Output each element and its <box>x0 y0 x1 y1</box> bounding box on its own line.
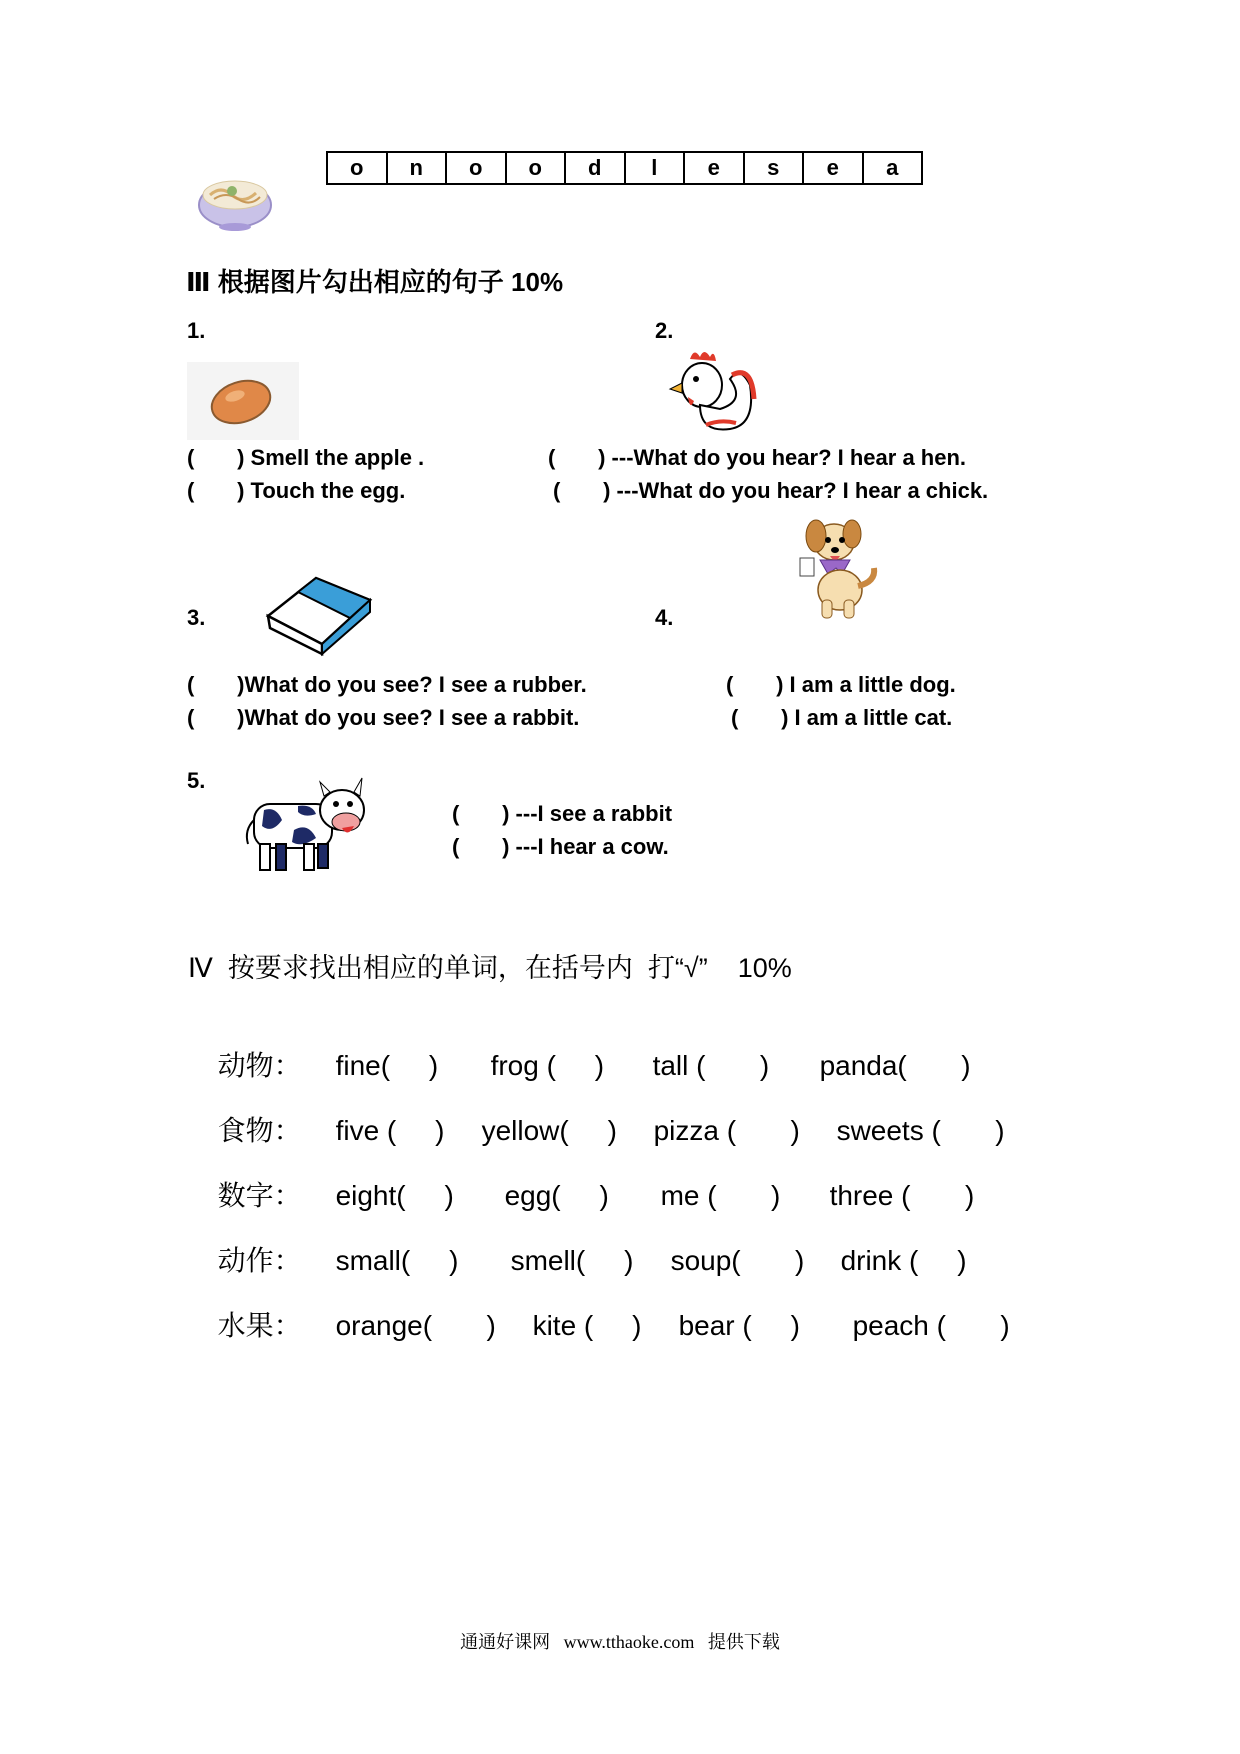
word-option: five ( ) <box>335 1115 445 1146</box>
word-option: small( ) <box>335 1245 459 1276</box>
category-label: 动物： <box>217 1050 302 1081</box>
letter-cell: o <box>447 153 507 183</box>
word-option: yellow( ) <box>481 1115 617 1146</box>
word-option: tall ( ) <box>652 1050 770 1081</box>
hen-image <box>660 345 760 437</box>
option-line: ( )What do you see? I see a rubber. <box>187 672 587 697</box>
letter-cell: n <box>388 153 448 183</box>
option-line: ( ) I am a little dog. <box>726 672 956 697</box>
option-line: ( ) ---I hear a cow. <box>452 834 669 859</box>
word-option: frog ( ) <box>490 1050 605 1081</box>
word-row <box>202 1142 974 1214</box>
noodle-bowl-image <box>196 165 274 235</box>
word-option: panda( ) <box>819 1050 971 1081</box>
footer-text: 通通好课网 www.tthaoke.com 提供下载 <box>460 1632 780 1652</box>
category-label: 动作： <box>217 1245 302 1276</box>
word-option: orange( ) <box>335 1310 496 1341</box>
rubber-eraser-image <box>262 570 374 658</box>
word-option: egg( ) <box>504 1180 609 1211</box>
item-number: 3. <box>187 605 206 630</box>
letter-cell: l <box>626 153 686 183</box>
dog-image <box>798 512 884 622</box>
item-number: 1. <box>187 318 206 343</box>
section-3-title: Ⅲ 根据图片勾出相应的句子 10% <box>186 267 564 297</box>
option-line: ( ) ---What do you hear? I hear a chick. <box>553 478 989 503</box>
word-option: fine( ) <box>335 1050 439 1081</box>
section-4-title: Ⅳ 按要求找出相应的单词，在括号内 打“√” 10% <box>188 953 792 983</box>
word-option: me ( ) <box>660 1180 781 1211</box>
option-line: ( ) Smell the apple . <box>187 445 425 470</box>
letter-cell: a <box>886 155 899 180</box>
word-option: bear ( ) <box>678 1310 800 1341</box>
item-number: 5. <box>187 768 206 793</box>
letter-cell: o <box>328 153 388 183</box>
letter-cell: s <box>745 153 805 183</box>
word-option: kite ( ) <box>532 1310 642 1341</box>
word-option: soup( ) <box>670 1245 805 1276</box>
word-option: sweets ( ) <box>836 1115 1005 1146</box>
category-label: 水果： <box>217 1310 302 1341</box>
option-line: ( ) ---I see a rabbit <box>452 801 673 826</box>
word-row <box>202 1207 967 1279</box>
option-line: ( ) I am a little cat. <box>731 705 953 730</box>
category-label: 食物： <box>217 1115 302 1146</box>
word-option: eight( ) <box>335 1180 454 1211</box>
option-line: ( )What do you see? I see a rabbit. <box>187 705 580 730</box>
cow-image <box>242 770 372 880</box>
word-option: drink ( ) <box>840 1245 967 1276</box>
word-option: smell( ) <box>510 1245 634 1276</box>
letter-cell: e <box>804 153 864 183</box>
option-line: ( ) Touch the egg. <box>187 478 406 503</box>
word-row <box>202 1012 971 1084</box>
letter-cell: o <box>507 153 567 183</box>
letter-grid <box>326 151 923 185</box>
egg-image <box>187 362 299 440</box>
option-line: ( ) ---What do you hear? I hear a hen. <box>548 445 967 470</box>
letter-cell: d <box>566 153 626 183</box>
category-label: 数字： <box>217 1180 302 1211</box>
item-number: 4. <box>655 605 674 630</box>
letter-cell: e <box>685 153 745 183</box>
word-option: three ( ) <box>829 1180 975 1211</box>
word-option: pizza ( ) <box>653 1115 800 1146</box>
word-option: peach ( ) <box>852 1310 1010 1341</box>
item-number: 2. <box>655 318 674 343</box>
word-row <box>202 1272 1010 1344</box>
word-row <box>202 1077 1005 1149</box>
